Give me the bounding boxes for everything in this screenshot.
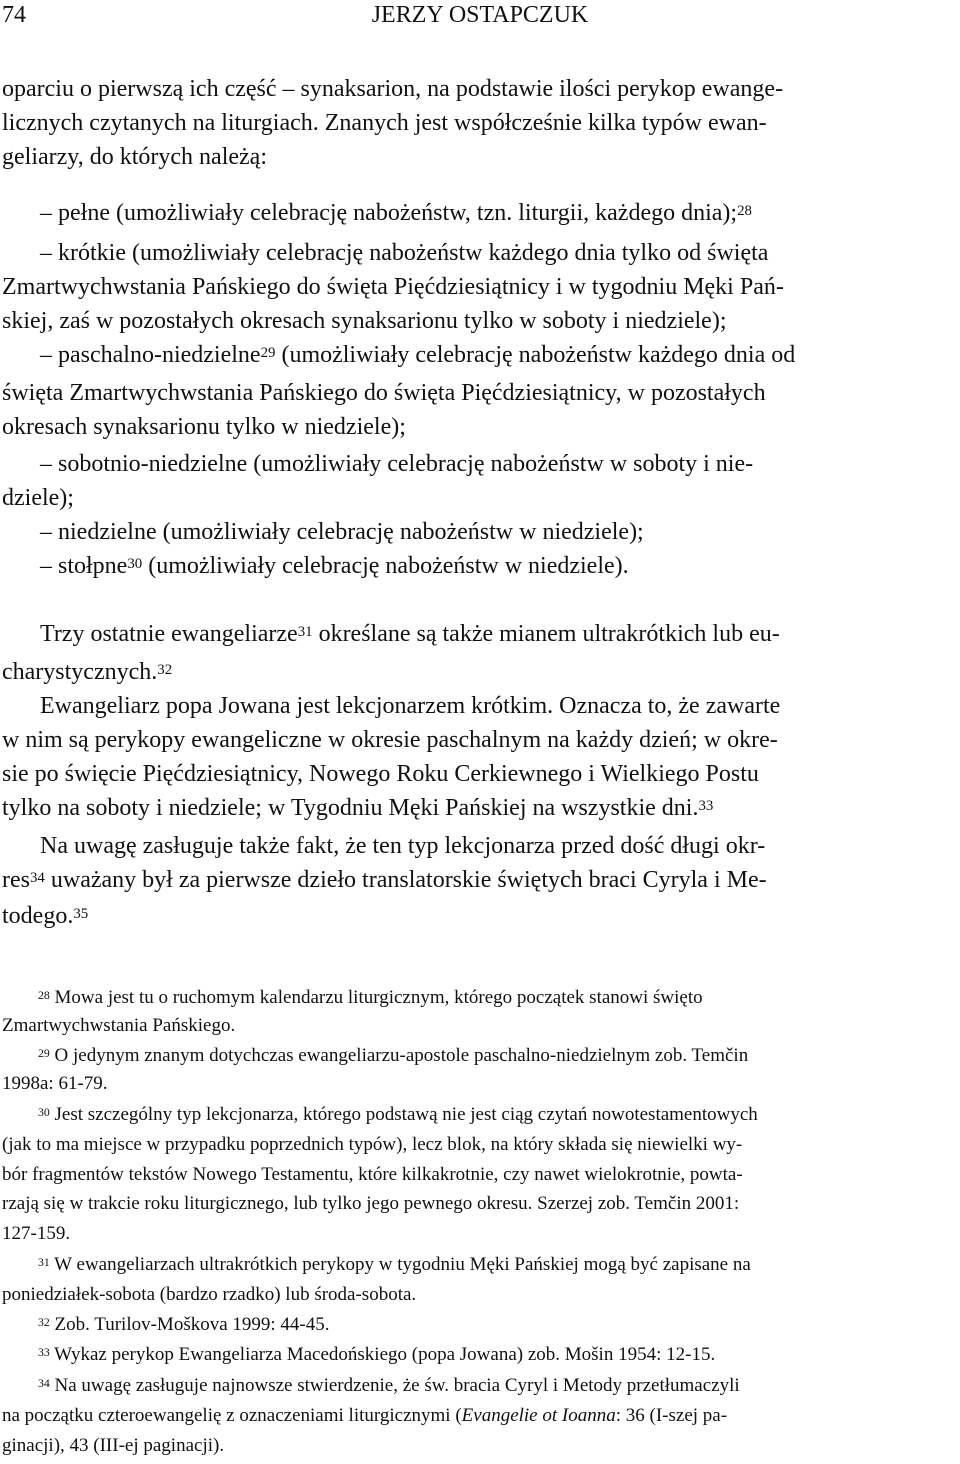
text-segment: – niedzielne (umożliwiały celebrację nabożeństw w niedziele); bbox=[40, 519, 644, 545]
text-segment: oparciu o pierwszą ich część – synaksarion, na podstawie ilości perykop ewange- bbox=[2, 76, 784, 102]
text-line bbox=[0, 723, 960, 757]
footnote-line bbox=[0, 1220, 960, 1248]
footnote-ref: 31 bbox=[297, 623, 313, 640]
text-line bbox=[0, 376, 960, 410]
text-line bbox=[0, 899, 960, 933]
footnote-number: 30 bbox=[38, 1105, 50, 1119]
footnote-text: Zob. Turilov-Moškova 1999: 44-45. bbox=[49, 1314, 330, 1335]
footnote-text: Wykaz perykop Ewangeliarza Macedońskiego (popa Jowana) zob. Mošin 1954: 12-15. bbox=[49, 1344, 716, 1365]
text-segment: – pełne (umożliwiały celebrację nabożeństw, tzn. liturgii, każdego dnia); bbox=[40, 200, 738, 226]
text-segment: Trzy ostatnie ewangeliarze bbox=[40, 621, 298, 647]
text-segment: skiej, zaś w pozostałych okresach synaksarionu tylko w soboty i niedziele); bbox=[2, 308, 727, 334]
text-segment: res bbox=[2, 867, 30, 893]
text-segment: tylko na soboty i niedziele; w Tygodniu Męki Pańskiej na wszystkie dni. bbox=[2, 795, 699, 821]
text-segment: święta Zmartwychwstania Pańskiego do święta Pięćdziesiątnicy, w pozostałych bbox=[2, 380, 766, 406]
text-line bbox=[0, 515, 960, 549]
footnote-number: 31 bbox=[38, 1255, 50, 1269]
italic-title: Evangelie ot Ioanna bbox=[461, 1405, 616, 1426]
text-segment: geliarzy, do których należą: bbox=[2, 144, 267, 170]
footnote-line bbox=[0, 1432, 960, 1460]
footnote-line bbox=[0, 1372, 960, 1400]
text-segment: Zmartwychwstania Pańskiego do święta Pięćdziesiątnicy i w tygodniu Męki Pań- bbox=[2, 274, 784, 300]
text-segment: todego. bbox=[2, 903, 74, 929]
text-segment: poniedziałek-sobota (bardzo rzadko) lub środa-sobota. bbox=[2, 1284, 417, 1305]
text-line bbox=[0, 140, 960, 174]
text-segment: – krótkie (umożliwiały celebrację nabożeństw każdego dnia tylko od święta bbox=[40, 240, 769, 266]
text-line bbox=[0, 481, 960, 515]
footnote-ref: 34 bbox=[29, 869, 45, 886]
text-line bbox=[0, 196, 960, 230]
footnote-ref: 28 bbox=[737, 202, 752, 219]
footnote-ref: 30 bbox=[127, 555, 143, 572]
footnote-number: 34 bbox=[38, 1376, 50, 1390]
footnote-ref: 32 bbox=[157, 661, 173, 678]
text-line bbox=[0, 447, 960, 481]
text-segment: na początku czteroewangelię z oznaczeniami liturgicznymi ( bbox=[2, 1405, 462, 1426]
text-line bbox=[0, 236, 960, 270]
running-head: JERZY OSTAPCZUK bbox=[371, 2, 589, 28]
page-header bbox=[0, 0, 960, 30]
text-line bbox=[0, 106, 960, 140]
text-segment: ginacji), 43 (III-ej paginacji). bbox=[2, 1435, 225, 1456]
text-segment: dziele); bbox=[2, 485, 74, 511]
footnote-ref: 35 bbox=[73, 905, 89, 922]
text-segment: 127-159. bbox=[2, 1223, 71, 1244]
footnote-line bbox=[0, 1012, 960, 1040]
footnote-number: 28 bbox=[38, 988, 50, 1002]
footnote-number: 29 bbox=[38, 1046, 50, 1060]
text-segment: Zmartwychwstania Pańskiego. bbox=[2, 1015, 236, 1036]
text-segment: : 36 (I-szej pa- bbox=[615, 1405, 728, 1426]
footnote-number: 33 bbox=[38, 1345, 50, 1359]
footnote-text: Jest szczególny typ lekcjonarza, którego podstawą nie jest ciąg czytań nowotestamentowych bbox=[49, 1104, 758, 1125]
footnote-text: O jedynym znanym dotychczas ewangeliarzu-apostole paschalno-niedzielnym zob. Temčin bbox=[49, 1045, 749, 1066]
text-line bbox=[0, 304, 960, 338]
text-line bbox=[0, 791, 960, 825]
text-segment: (umożliwiały celebrację nabożeństw każdego dnia od bbox=[275, 342, 796, 368]
text-segment: – paschalno-niedzielne bbox=[40, 342, 261, 368]
footnote-ref: 33 bbox=[698, 797, 714, 814]
footnote-line bbox=[0, 1131, 960, 1159]
footnote-text: W ewangeliarzach ultrakrótkich perykopy w tygodniu Męki Pańskiej mogą być zapisane na bbox=[49, 1254, 751, 1275]
text-line bbox=[0, 338, 960, 372]
footnote-line bbox=[0, 1251, 960, 1279]
text-segment: – stołpne bbox=[40, 553, 128, 579]
footnote-line bbox=[0, 1190, 960, 1218]
text-segment: licznych czytanych na liturgiach. Znanych jest współcześnie kilka typów ewan- bbox=[2, 110, 767, 136]
text-line bbox=[0, 863, 960, 897]
footnote-line bbox=[0, 1402, 960, 1430]
text-line bbox=[0, 410, 960, 444]
footnote-text: Na uwagę zasługuje najnowsze stwierdzenie, że św. bracia Cyryl i Metody przetłumaczyli bbox=[49, 1375, 740, 1396]
text-segment: 1998a: 61-79. bbox=[2, 1073, 108, 1094]
footnote-line bbox=[0, 1161, 960, 1189]
footnote-line bbox=[0, 1341, 960, 1369]
page-number: 74 bbox=[2, 2, 26, 28]
text-line bbox=[0, 549, 960, 583]
footnote-line bbox=[0, 984, 960, 1012]
footnote-ref: 29 bbox=[260, 344, 276, 361]
footnote-line bbox=[0, 1281, 960, 1309]
footnote-line bbox=[0, 1042, 960, 1070]
text-line bbox=[0, 270, 960, 304]
text-segment: Ewangeliarz popa Jowana jest lekcjonarzem krótkim. Oznacza to, że zawarte bbox=[40, 693, 781, 719]
footnote-line bbox=[0, 1101, 960, 1129]
footnote-line bbox=[0, 1070, 960, 1098]
text-line bbox=[0, 829, 960, 863]
text-segment: charystycznych. bbox=[2, 659, 158, 685]
text-segment: (jak to ma miejsce w przypadku poprzednich typów), lecz blok, na który składa się niewielki wy- bbox=[2, 1134, 743, 1155]
footnote-line bbox=[0, 1311, 960, 1339]
text-segment: rzają się w trakcie roku liturgicznego, lub tylko jego pewnego okresu. Szerzej zob. Temčin 2001: bbox=[2, 1193, 740, 1214]
text-line bbox=[0, 617, 960, 651]
footnote-text: Mowa jest tu o ruchomym kalendarzu liturgicznym, którego początek stanowi święto bbox=[49, 987, 703, 1008]
footnote-number: 32 bbox=[38, 1315, 50, 1329]
text-segment: okresach synaksarionu tylko w niedziele); bbox=[2, 414, 406, 440]
text-segment: Na uwagę zasługuje także fakt, że ten typ lekcjonarza przed dość długi okr- bbox=[40, 833, 766, 859]
text-segment: (umożliwiały celebrację nabożeństw w niedziele). bbox=[142, 553, 629, 579]
text-line bbox=[0, 655, 960, 689]
text-segment: – sobotnio-niedzielne (umożliwiały celebrację nabożeństw w soboty i nie- bbox=[40, 451, 754, 477]
text-segment: w nim są perykopy ewangeliczne w okresie paschalnym na każdy dzień; w okre- bbox=[2, 727, 778, 753]
text-segment: sie po święcie Pięćdziesiątnicy, Nowego Roku Cerkiewnego i Wielkiego Postu bbox=[2, 761, 759, 787]
text-segment: określane są także mianem ultrakrótkich lub eu- bbox=[312, 621, 780, 647]
text-line bbox=[0, 757, 960, 791]
text-line bbox=[0, 72, 960, 106]
text-segment: uważany był za pierwsze dzieło translatorskie świętych braci Cyryla i Me- bbox=[44, 867, 767, 893]
text-segment: bór fragmentów tekstów Nowego Testamentu, które kilkakrotnie, czy nawet wielokrotnie, powta- bbox=[2, 1164, 743, 1185]
text-line bbox=[0, 689, 960, 723]
